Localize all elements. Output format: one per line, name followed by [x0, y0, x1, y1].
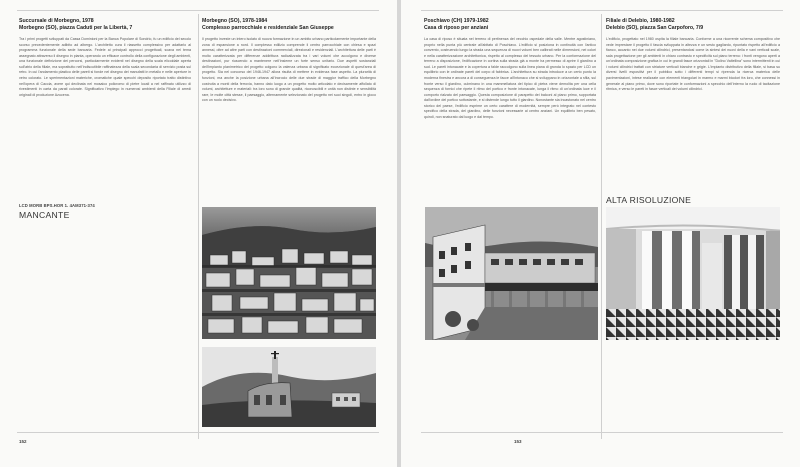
top-rule — [17, 10, 379, 11]
entry-body: Il progetto investe un intero isolato di nuova formazione in un ambito urbano particolarmente importante della zona di espansione a nord. Il complesso edilizio comprende il centro parrocchiale con chiesa e spazi annessi, oltre ad altre parti con destinazioni commerciali, direzionali e residenziali. L'architettura delle parti è molto caratterizzata per differenze addirittura radicalizzata tra i vari volumi che accolgono e diverse destinazioni, pur riuscendo a mantenere nell'insieme un forte senso unitario. Due aspetti sostanziali dell'impianto planimetrico del progetto colgono la valenza urbana di significato eccezionale di quest'area di progetto. Sia nel concorso del 1946-1947 allora risulta di mettere in evidenza fase aspetto. La plurarità di funzioni, ma anche la posizione urbana all'incrocio delle due strade di maggior traffico della Morbegno costruita a monti della ferrovia, hanno dato luogo a un progetto molto articolato e decisamente affollato di volumi, architetture e materiali: tra loro sono di grande qualità, riconoscibili e unità non distinte e sensibilità rare, le molte città stesse, il paesaggio, alternamente selezionato del progetto nei suoi singoli, entro in gioco con un ruolo decisivo. — [202, 37, 376, 103]
image-status-block — [19, 203, 191, 220]
page-number: 152 — [19, 439, 27, 444]
right-page — [401, 0, 800, 467]
bank-interior-photo — [606, 207, 780, 340]
top-rule — [421, 10, 783, 11]
image-status-label: MANCANTE — [19, 210, 70, 220]
image-code: LCD MORB BPS.HOR 1. 4AM371-374 — [19, 203, 95, 208]
aerial-town-photo — [202, 207, 376, 339]
bottom-rule — [17, 432, 379, 433]
column-divider — [198, 14, 199, 439]
entry-body: Tra i primi progetti sviluppati da Cassa Dominioni per la Banca Popolare di Sondrio, fu un edificio del secolo scorso precedentemente adibito ad albergo. L'architetto cura il riassetto complessivo per adattarlo al programma funzionale della sede bancaria. Fedele ai principali approcci progettuali, scava nel tema assegnato attraverso il disegno in pianta, operando un efficace controllo della configurazione degli ambienti, una funzionale definizione dei percorsi, particolarmente evidenti nel disegno della scala elicoidale aperta sull'atrio della filiale, ma soprattutto nell'indiscutibile raffinatezza della scala secondaria di servizio posta sul retro. In cui l'andamento plastico delle pareti si fonde nel disegno dei manufatti in metallo e nelle aperture in vetro colorato. Le sperimentazioni materiche, cromatiche quale specchi deposito riportato tratto distintivo nell'opera di Caccia, avere qui declinata nel mosaico policromo di pietre locali a nel raffinato utilizzo di rivestimenti in carta da parati colorate. Significativo l'impiego in numerosi ambienti della Filiale di arredi originali di produzione Azucena. — [19, 37, 191, 97]
entry-title: Morbegno (SO), 1978-1984 Complesso parrocchiale e residenziale San Giuseppe — [202, 18, 334, 32]
retirement-home-photo — [425, 207, 598, 340]
entry-title: Filiale di Delebio, 1980-1982 Delebio (SO), piazza San Carpoforo, 7/9 — [606, 18, 704, 32]
entry-poschiavo — [424, 18, 596, 120]
entry-morbegno-branch — [19, 18, 191, 98]
left-page — [0, 0, 397, 467]
column-divider — [601, 14, 602, 439]
church-tower-photo — [202, 347, 376, 427]
bottom-rule — [421, 432, 783, 433]
image-status-label: ALTA RISOLUZIONE — [606, 195, 692, 205]
entry-title: Succursale di Morbegno, 1978 Morbegno (SO), piazza Caduti per la Libertà, 7 — [19, 18, 133, 32]
entry-title: Poschiavo (CH) 1979-1982 Casa di riposo per anziani — [424, 18, 489, 32]
page-number: 153 — [514, 439, 522, 444]
entry-body: L'edificio, progettato nel 1980 ospita la filiale bancaria. Conforme a una ricorrente schema compositivo che vede imprestare il progetto il fascia sviluppata in altezza e un sesto gagliardo, ripuntato rispetto all'edificio a fianco, accanto nei due volumi cilindrici, presentandosi come la sintesi dei nuovi della e vani verticali scale, sala progettazione per gli ambienti in chiaro contrasto e specificità sul piano terreno: i fronti vengono aperti a un'ordinata composizione grafica in cui le grandi fasce orizzontali in "Dolino Valtellina" sono intermittenti in cui i volumi cilindrici trattati con striature verticali bianche e grigie. L'impianto distributivo della filiale, si basa su diversi livelli espositivi per il pubblico sotto i differenti tempi si riprenda la ricerca materica delle pavimentazioni, intese realizzate con elementi triangolari in marmo e marmi bicolori fra loro, che connessi in generale al piano primo, dove sono riportate le conformazioni a specchio dell'interno la ruolo di tacitazione ritmica, e verso le pareti in fasce verticali dei volumi cilindrici. — [606, 37, 780, 92]
entry-body: La casa di riposo è situata nel terreno di pertinenza del vecchio ospedale della valle. Mentre agostiniano, proprio nella punta più centrale all'abitato di Poschiavo. L'edificio si posiziona in continuità con l'antico convento, costruendo lungo la strada una sequenza di nuovi volumi ben calibrati nelle dimensioni, nei colori e nella caratterizzazione architettonica, rispetto al complesso del tessuto urbano. Per la conformazione del terreno a disposizione, l'edificazione in cortina sulla strada già a monte ha permesso di aprire il giardino a sud. Le pareti intonacate e la copertura a falde raccolgono sulla linea piana di gronda lo spazio per LCD un equilibrio con le ordinate pareti del corpo di fabbrica. L'architettura su strada introduce a un certo punto la moderna finestra e ancora a di conseguenza le facce all'intonaco che si sviluppano in orizzontale a sfila, sul fronte verso il giardino, culminano in una mammellatura del tipico di pietra viene demolita per una cella sequenza di fornici che ripete il ritmo del portico e fronte intonacate, lunga il ritmo di un'ordinata luce e il comporto rialzato del paesaggio. Questa composizione di parapetto dei balconi al piano primo, supportata dall'ordine del portico sottostante, e si distende lungo tutto il giardino. Nonostante sia incastonato nel centro storico del paese, l'edificio esprime un certo carattere di modernità, sempre però integrato nel contesto specifico della strada, del giardino, delle funzioni necessarie al centro anziani. Un equilibrio ben pesato, quindi, non snaturato dal luogo e dal tempo. — [424, 37, 596, 119]
entry-san-giuseppe — [202, 18, 376, 104]
entry-delebio-branch — [606, 18, 780, 93]
